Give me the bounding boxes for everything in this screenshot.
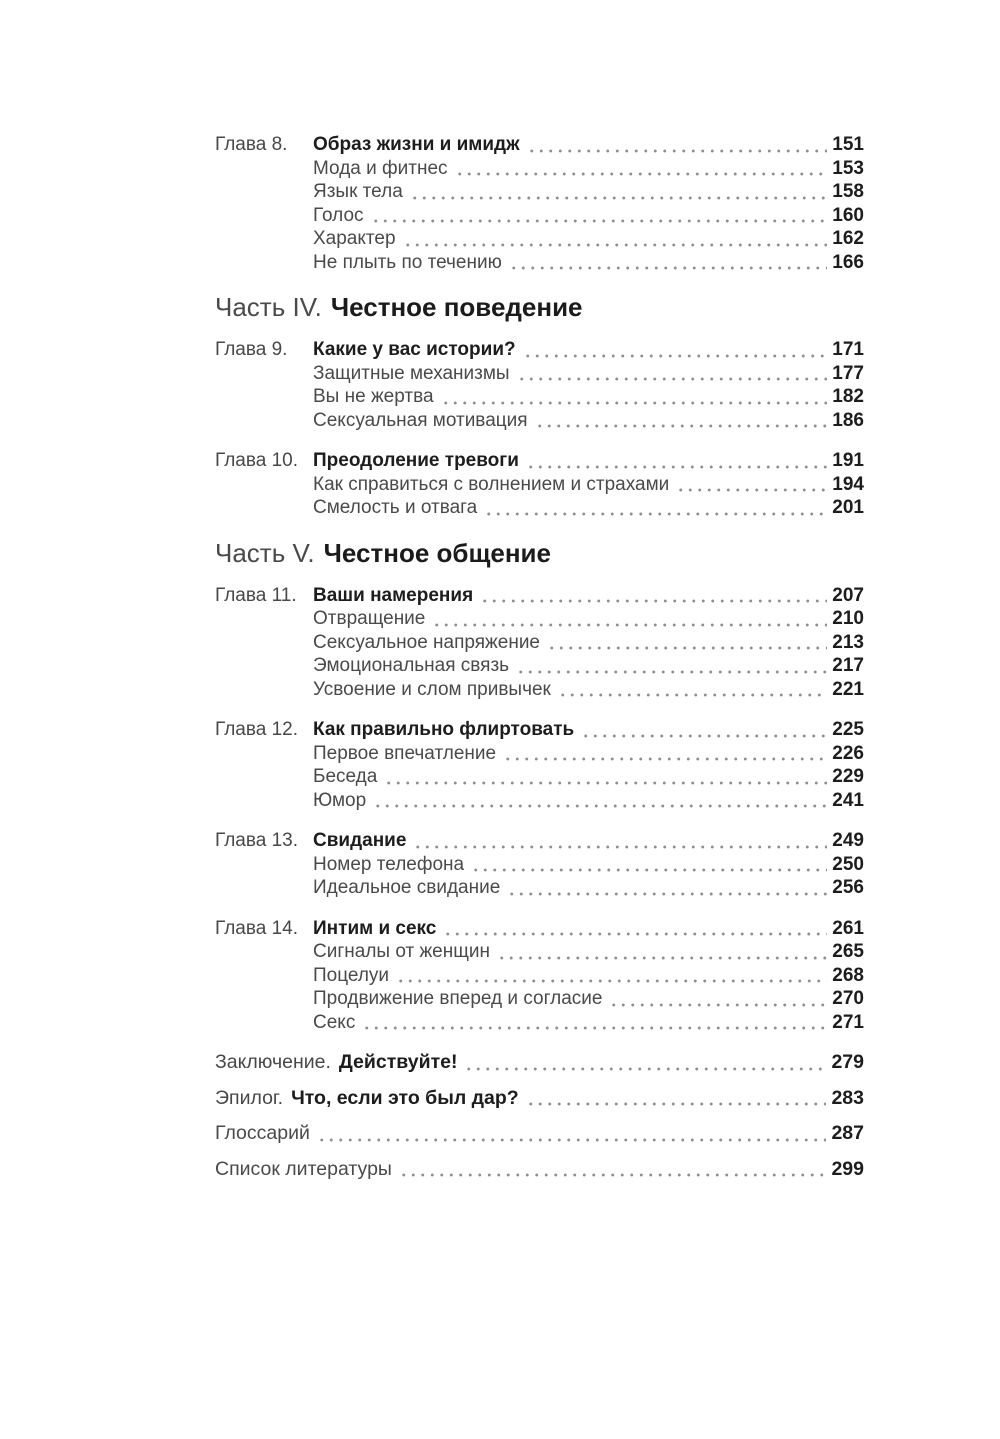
subsection-title: Продвижение вперед и согласие [313,988,603,1009]
toc-chapter-row [215,133,864,157]
page-number: 256 [832,877,864,898]
dot-leader [676,473,827,497]
page-number: 191 [832,450,864,471]
page-number: 261 [832,917,864,939]
dot-leader [527,133,828,157]
toc-chapter-row [215,338,864,362]
page-number: 250 [832,853,864,875]
chapter-block [215,718,864,812]
toc-subsection-row [215,853,864,877]
page-number: 241 [832,789,864,811]
toc-chapter-row [215,917,864,941]
dot-leader [535,409,828,433]
chapter-title: Как правильно флиртовать [313,719,575,740]
toc-subsection-row [215,631,864,655]
backmatter-title: Глоссарий [215,1122,310,1144]
toc-subsection-row [215,607,864,631]
toc-backmatter-row [215,1158,864,1182]
dot-leader [399,1158,827,1182]
subsection-title: Отвращение [313,608,426,629]
subsection-title: Секс [313,1011,356,1033]
chapter-title: Интим и секс [313,917,437,939]
closing-label: Эпилог. [215,1086,284,1109]
dot-leader [509,251,827,275]
chapter-block [215,917,864,1035]
page-number: 166 [832,251,864,273]
subsection-title: Защитные механизмы [313,362,510,384]
toc-subsection-row [215,180,864,204]
dot-leader [581,718,827,742]
page-number: 265 [832,941,864,962]
page-number: 153 [832,157,864,179]
chapter-label: Глава 8. [215,134,288,155]
toc-subsection-row [215,204,864,228]
dot-leader [503,742,827,766]
page-number: 207 [832,584,864,606]
toc-chapter-row [215,718,864,742]
subsection-title: Характер [313,228,396,249]
page-number: 283 [831,1086,864,1109]
page-number: 182 [832,386,864,407]
subsection-title: Первое впечатление [313,742,497,764]
chapter-label: Глава 10. [215,450,299,471]
toc-chapter-row [215,829,864,853]
dot-leader [432,607,827,631]
dot-leader [413,829,827,853]
dot-leader [384,765,827,789]
toc-subsection-row [215,251,864,275]
dot-leader [516,654,827,678]
subsection-title: Мода и фитнес [313,157,448,179]
page-number: 201 [832,497,864,518]
dot-leader [497,940,827,964]
page-number: 299 [831,1157,864,1180]
subsection-title: Идеальное свидание [313,877,501,898]
dot-leader [471,853,827,877]
dot-leader [455,157,828,181]
part-label: Часть IV. [215,292,322,322]
closing-label: Заключение. [215,1051,331,1073]
page-number: 249 [832,830,864,851]
toc-subsection-row [215,496,864,520]
subsection-title: Усвоение и слом привычек [313,678,551,700]
toc-subsection-row [215,742,864,766]
chapter-label: Глава 9. [215,339,288,360]
subsection-title: Смелость и отвага [313,497,478,518]
page-number: 279 [831,1051,864,1073]
toc-backmatter-row [215,1122,864,1146]
toc-chapter-row [215,449,864,473]
dot-leader [441,385,828,409]
subsection-title: Номер телефона [313,853,465,875]
dot-leader [410,180,828,204]
part-heading [215,291,864,323]
page-number: 158 [832,181,864,202]
dot-leader [609,987,827,1011]
dot-leader [362,1011,827,1035]
page-number: 177 [832,362,864,384]
toc-subsection-row [215,1011,864,1035]
chapter-label: Глава 11. [215,584,297,606]
toc-subsection-row [215,473,864,497]
toc-subsection-row [215,362,864,386]
dot-leader [396,964,827,988]
closing-title: Что, если это был дар? [291,1086,519,1109]
chapter-label: Глава 14. [215,917,299,939]
dot-leader [558,678,827,702]
chapter-label: Глава 12. [215,719,299,740]
page-number: 194 [832,473,864,495]
page-number: 160 [832,204,864,226]
toc-subsection-row [215,765,864,789]
page-number: 171 [832,339,864,360]
chapter-title: Образ жизни и имидж [313,134,520,155]
part-title: Честное общение [323,537,551,568]
chapter-block [215,449,864,520]
chapter-block [215,584,864,702]
toc-subsection-row [215,678,864,702]
chapter-label: Глава 13. [215,830,299,851]
page-number: 162 [832,228,864,249]
page-number: 221 [832,678,864,700]
subsection-title: Сексуальная мотивация [313,409,528,431]
subsection-title: Поцелуи [313,964,390,986]
toc-subsection-row [215,654,864,678]
dot-leader [526,1087,827,1111]
dot-leader [371,204,828,228]
subsection-title: Язык тела [313,181,403,202]
toc-closing-row [215,1087,864,1111]
page-number: 271 [832,1011,864,1033]
toc-subsection-row [215,227,864,251]
page-number: 217 [832,655,864,676]
subsection-title: Юмор [313,789,367,811]
chapter-title: Преодоление тревоги [313,450,519,471]
subsection-title: Эмоциональная связь [313,655,510,676]
subsection-title: Голос [313,204,364,226]
dot-leader [464,1051,826,1075]
chapter-block [215,338,864,432]
toc-subsection-row [215,964,864,988]
page-number: 287 [831,1122,864,1144]
toc-subsection-row [215,940,864,964]
subsection-title: Не плыть по течению [313,251,502,273]
dot-leader [373,789,827,813]
chapter-title: Какие у вас истории? [313,339,516,360]
toc-subsection-row [215,157,864,181]
chapter-title: Свидание [313,830,407,851]
toc-closing-row [215,1051,864,1075]
page-number: 210 [832,608,864,629]
toc-subsection-row [215,385,864,409]
page-number: 225 [832,719,864,740]
chapter-block [215,829,864,900]
toc-subsection-row [215,409,864,433]
subsection-title: Беседа [313,766,378,787]
subsection-title: Сигналы от женщин [313,941,490,962]
dot-leader [523,338,828,362]
dot-leader [484,496,827,520]
dot-leader [480,584,827,608]
page-number: 151 [832,134,864,155]
page-number: 270 [832,988,864,1009]
subsection-title: Как справиться с волнением и страхами [313,473,670,495]
page-number: 229 [832,766,864,787]
page-number: 268 [832,964,864,986]
backmatter-title: Список литературы [215,1157,392,1180]
dot-leader [443,917,827,941]
page-number: 213 [832,631,864,653]
dot-leader [517,362,828,386]
dot-leader [507,876,827,900]
subsection-title: Сексуальное напряжение [313,631,540,653]
dot-leader [547,631,827,655]
closing-title: Действуйте! [338,1051,458,1073]
chapter-title: Ваши намерения [313,584,474,606]
dot-leader [403,227,828,251]
part-heading [215,537,864,569]
dot-leader [317,1122,827,1146]
toc-subsection-row [215,876,864,900]
toc-subsection-row [215,789,864,813]
part-title: Честное поведение [330,292,583,322]
page-number: 186 [832,409,864,431]
part-label: Часть V. [215,537,315,568]
toc-chapter-row [215,584,864,608]
page-number: 226 [832,742,864,764]
toc-subsection-row [215,987,864,1011]
table-of-contents [215,133,864,1193]
subsection-title: Вы не жертва [313,386,434,407]
chapter-block [215,133,864,274]
dot-leader [526,449,827,473]
